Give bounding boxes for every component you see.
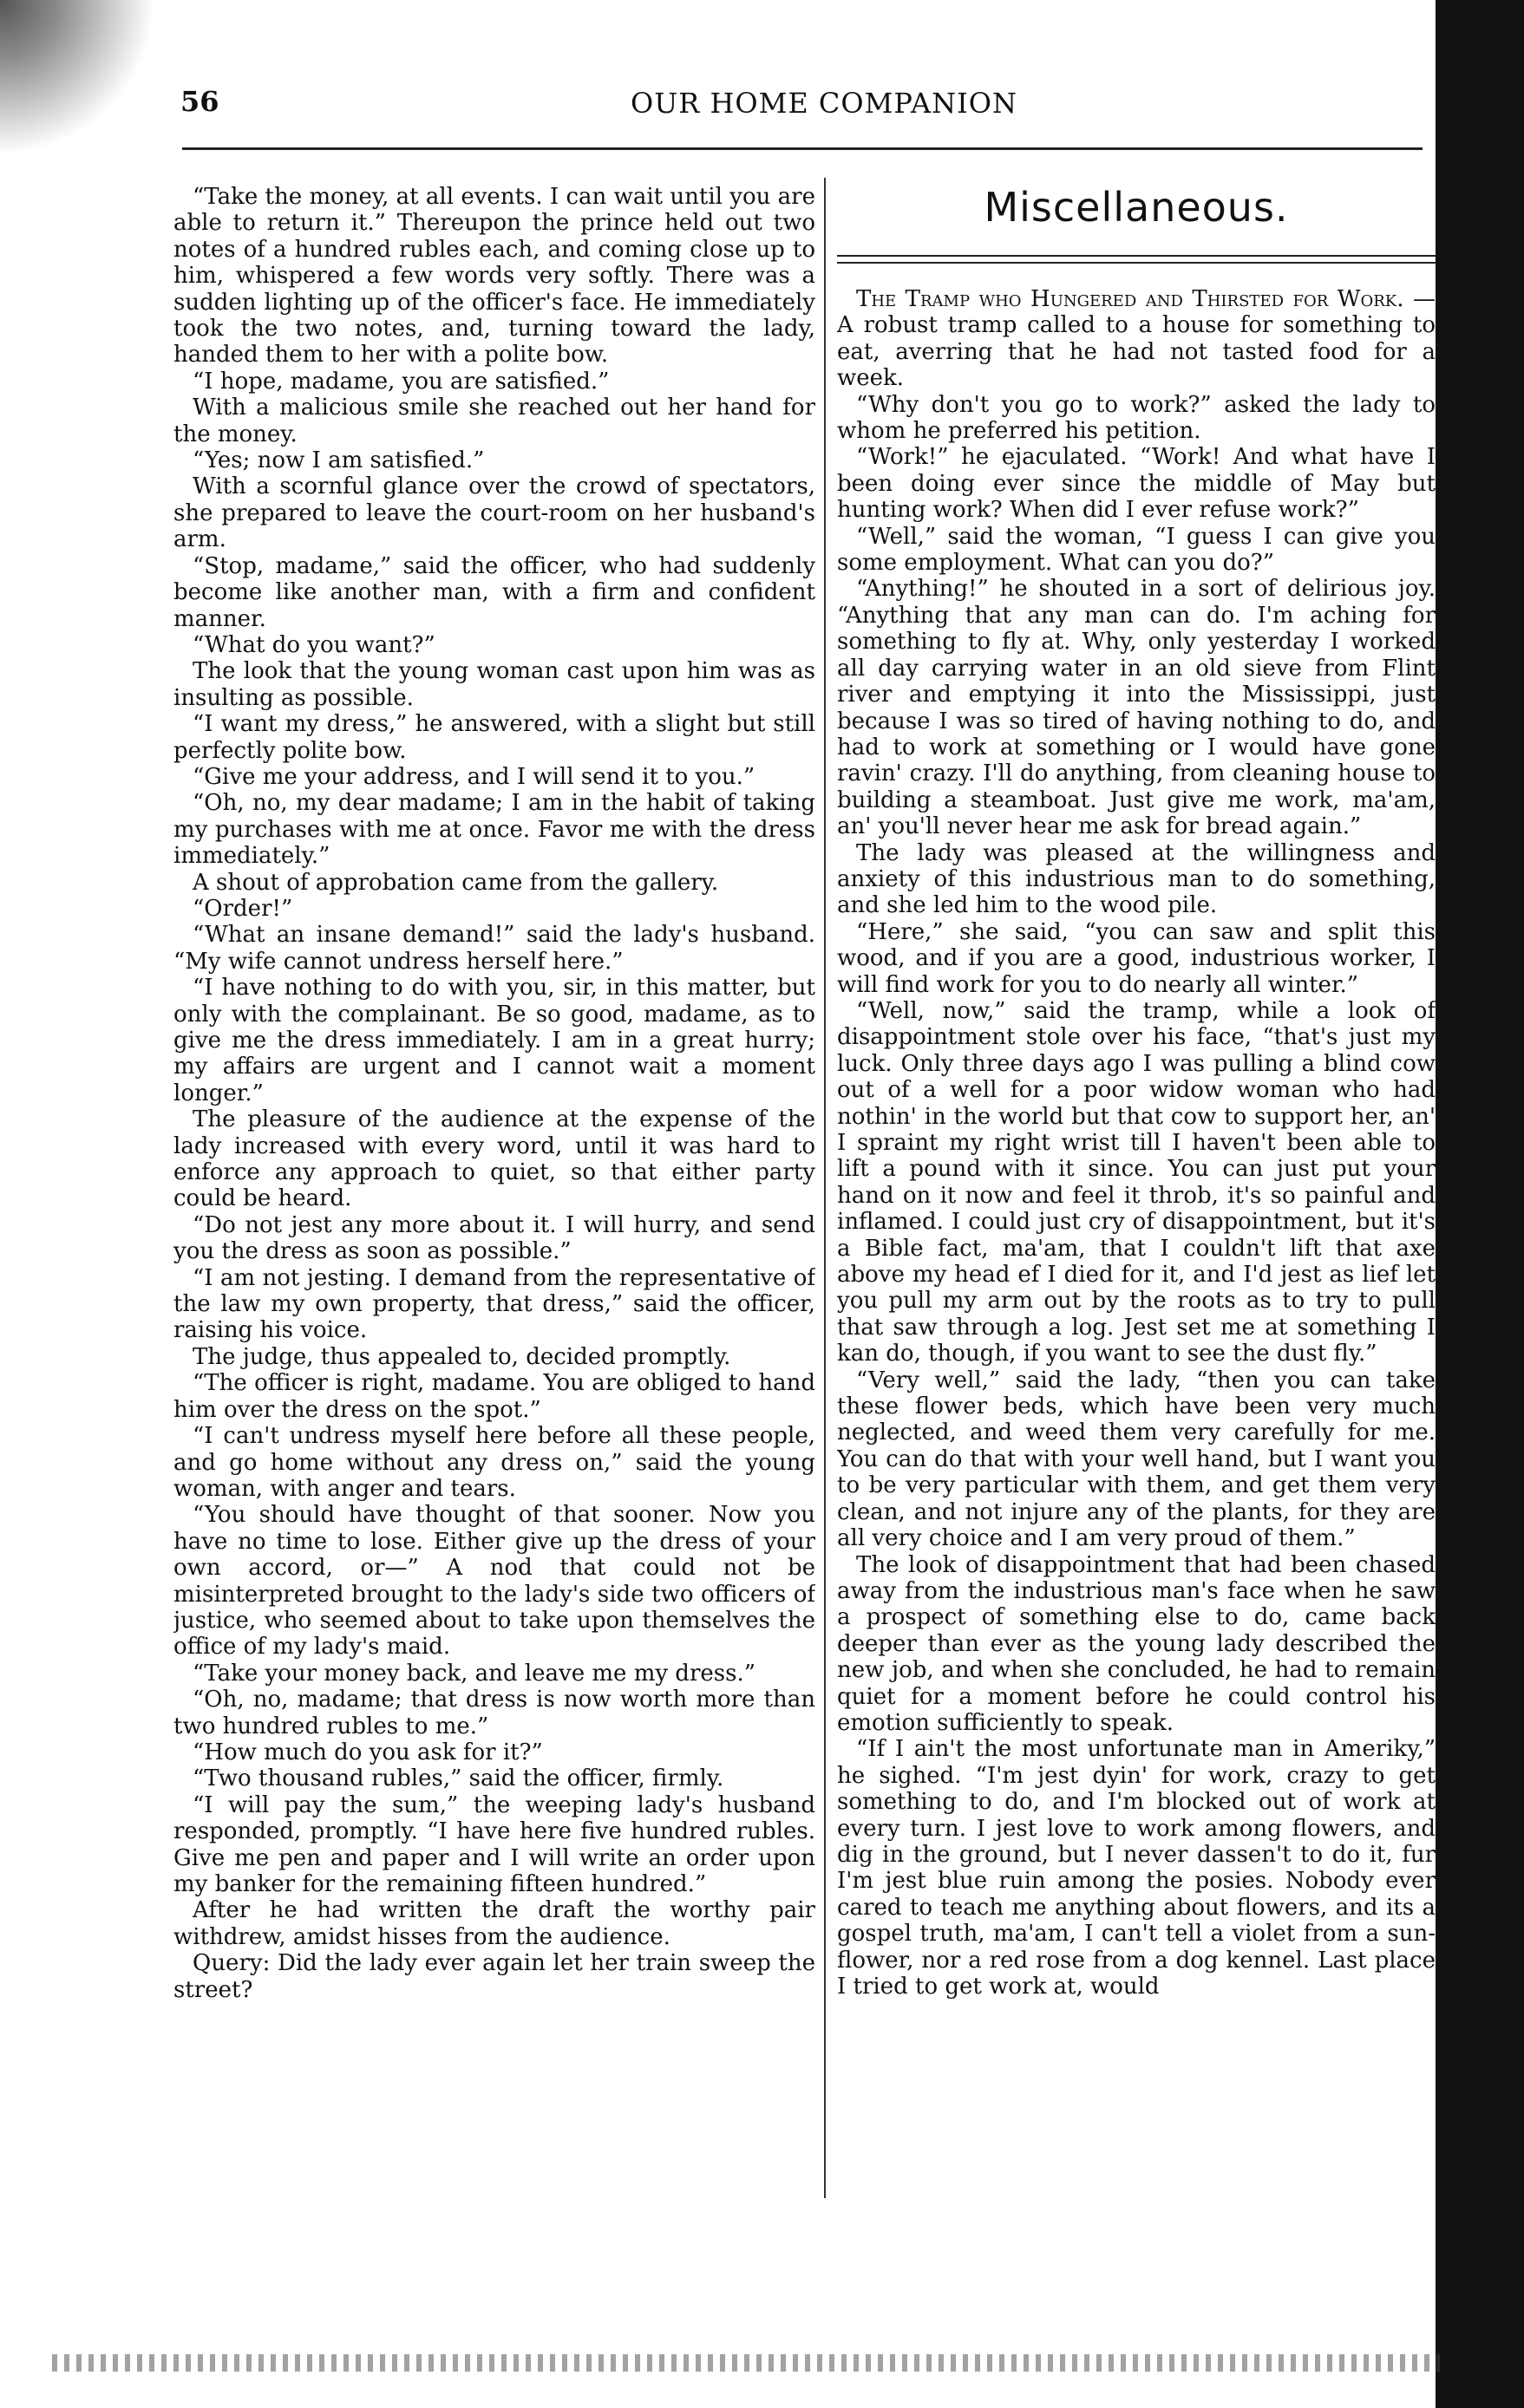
paragraph: “Very well,” said the lady, “then you can take these flower beds, which have been very much neglected, and weed them very carefully for me. You can do that with your well hand, but I want you to be very particular with them, and get them very clean, and not injure any of the plants, for they are all very choice and I am very proud of them.”	[837, 1367, 1436, 1552]
paragraph: “What an insane demand!” said the lady's husband. “My wife cannot undress herself here.”	[173, 922, 815, 975]
paragraph: “I have nothing to do with you, sir, in this matter, but only with the complainant. Be so good, madame, as to give me the dress immediately. I am in a great hurry; my affairs are urgent and I cannot wait a moment longer.”	[173, 975, 815, 1106]
paragraph	[837, 286, 1436, 392]
scan-edge-shadow	[1436, 0, 1524, 2408]
paragraph: The look that the young woman cast upon him was as insulting as possible.	[173, 658, 815, 711]
paragraph: “Well, now,” said the tramp, while a look of disappointment stole over his face, “that's just my luck. Only three days ago I was pulling a blind cow out of a well for a poor widow woman who had nothin' in the world but that cow to support her, an' I spraint my right wrist till I haven't been able to lift a pound with it since. You can just put your hand on it now and feel it throb, it's so painful and inflamed. I could just cry of disappointment, but it's a Bible fact, ma'am, that I couldn't lift that axe above my head ef I died for it, and I'd jest as lief let you pull my arm out by the roots as to try to pull that saw through a log. Jest set me at something I kan do, though, if you want to see the dust fly.”	[837, 997, 1436, 1367]
paragraph: “I hope, madame, you are satisfied.”	[193, 368, 610, 395]
paragraph: “I will pay the sum,” the weeping lady's husband responded, promptly. “I have here five hundred rubles. Give me pen and paper and I will write an order upon my banker for the remaining fifteen hundred.”	[173, 1791, 815, 1897]
paragraph: “I can't undress myself here before all these people, and go home without any dress on,” said the young woman, with anger and tears.	[173, 1423, 815, 1502]
paragraph: “Why don't you go to work?” asked the lady to whom he preferred his petition.	[837, 391, 1436, 445]
section-rule	[837, 255, 1436, 264]
paragraph: After he had written the draft the worthy pair withdrew, amidst hisses from the audience.	[173, 1897, 815, 1950]
running-title: OUR HOME COMPANION	[631, 87, 1017, 120]
paragraph: “Stop, madame,” said the officer, who had suddenly become like another man, with a firm and confident manner.	[173, 552, 815, 632]
page-header	[165, 76, 1483, 128]
paragraph: “Take the money, at all events. I can wait until you are able to return it.” Thereupon the prince held out two notes of a hundred rubles each, and coming close up to him, whispered a few words very softly. There was a sudden lighting up of the officer's face. He immediately took the two notes, and, turning toward the lady, handed them to her with a polite bow.	[173, 184, 815, 369]
right-column	[837, 184, 1436, 2239]
paragraph: With a malicious smile she reached out her hand for the money.	[173, 395, 815, 447]
scan-bottom-noise	[52, 2354, 1440, 2372]
paragraph: The judge, thus appealed to, decided promptly.	[193, 1343, 731, 1370]
paragraph: “Oh, no, madame; that dress is now worth more than two hundred rubles to me.”	[173, 1687, 815, 1739]
paragraph: “How much do you ask for it?”	[193, 1739, 543, 1765]
paragraph: “Anything!” he shouted in a sort of delirious joy. “Anything that any man can do. I'm aching for something to fly at. Why, only yesterday I worked all day carrying water in an old sieve from Flint river and emptying it into the Mississippi, just because I was so tired of having nothing to do, and had to work at something or I would have gone ravin' crazy. I'll do anything, from cleaning house to building a steamboat. Just give me work, ma'am, an' you'll never hear me ask for bread again.”	[837, 576, 1436, 840]
paragraph: “Take your money back, and leave me my dress.”	[193, 1660, 755, 1687]
page-number: 56	[180, 85, 219, 118]
paragraph: “Oh, no, my dear madame; I am in the habit of taking my purchases with me at once. Favor me with the dress immediately.”	[173, 790, 815, 870]
paragraph: The look of disappointment that had been chased away from the industrious man's face when he saw a prospect of something else to do, came back deeper than ever as the young lady described the new job, and when she concluded, he had to remain quiet for a moment before he could control his emotion sufficiently to speak.	[837, 1551, 1436, 1736]
paragraph: A shout of approbation came from the gallery.	[193, 869, 719, 896]
paragraph: With a scornful glance over the crowd of spectators, she prepared to leave the court-room on her husband's arm.	[173, 473, 815, 553]
section-title: Miscellaneous.	[984, 184, 1289, 231]
column-divider	[824, 178, 826, 2198]
paragraph: The lady was pleased at the willingness and anxiety of this industrious man to do something, and she led him to the wood pile.	[837, 839, 1436, 919]
paragraph: “Order!”	[193, 895, 293, 922]
paragraph: “Work!” he ejaculated. “Work! And what have I been doing ever since the middle of May but hunting work? When did I ever refuse work?”	[837, 444, 1436, 524]
paragraph: “Here,” she said, “you can saw and split this wood, and if you are a good, industrious worker, I will find work for you to do nearly all winter.”	[837, 918, 1436, 998]
paragraph: “Yes; now I am satisfied.”	[193, 447, 485, 474]
paragraph: “I am not jesting. I demand from the representative of the law my own property, that dress,” said the officer, raising his voice.	[173, 1264, 815, 1344]
paragraph: “Do not jest any more about it. I will hurry, and send you the dress as soon as possible.”	[173, 1211, 815, 1265]
paragraph-text: —A robust tramp called to a house for something to eat, averring that he had not tasted food for a week.	[837, 286, 1436, 392]
page-corner-smudge	[0, 0, 156, 156]
paragraph: “The officer is right, madame. You are obliged to hand him over the dress on the spot.”	[173, 1370, 815, 1423]
paragraph: Query: Did the lady ever again let her train sweep the street?	[173, 1950, 815, 2003]
header-rule	[182, 147, 1423, 150]
left-column	[173, 184, 815, 2239]
paragraph: The pleasure of the audience at the expense of the lady increased with every word, until it was hard to enforce any approach to quiet, so that either party could be heard.	[173, 1106, 815, 1212]
paragraph: “Two thousand rubles,” said the officer, firmly.	[193, 1765, 724, 1792]
paragraph: “What do you want?”	[193, 631, 435, 658]
paragraph: “You should have thought of that sooner. Now you have no time to lose. Either give up the dress of your own accord, or—” A nod that could not be misinterpreted brought to the lady's side two officers of justice, who seemed about to take upon themselves the office of my lady's maid.	[173, 1502, 815, 1661]
paragraph: “Give me your address, and I will send it to you.”	[193, 763, 755, 790]
paragraph: “Well,” said the woman, “I guess I can give you some employment. What can you do?”	[837, 523, 1436, 577]
paragraph: “I want my dress,” he answered, with a slight but still perfectly polite bow.	[173, 711, 815, 764]
article-heading: The Tramp who Hungered and Thirsted for Work.	[856, 286, 1404, 312]
paragraph: “If I ain't the most unfortunate man in Ameriky,” he sighed. “I'm jest dyin' for work, crazy to get something to do, and I'm blocked out of work at every turn. I jest love to work among flowers, and dig in the ground, but I never dassen't to do it, fur I'm jest blue ruin among the posies. Nobody ever cared to teach me anything about flowers, and its a gospel truth, ma'am, I can't tell a violet from a sun-flower, nor a red rose from a dog kennel. Last place I tried to get work at, would	[837, 1736, 1436, 2000]
